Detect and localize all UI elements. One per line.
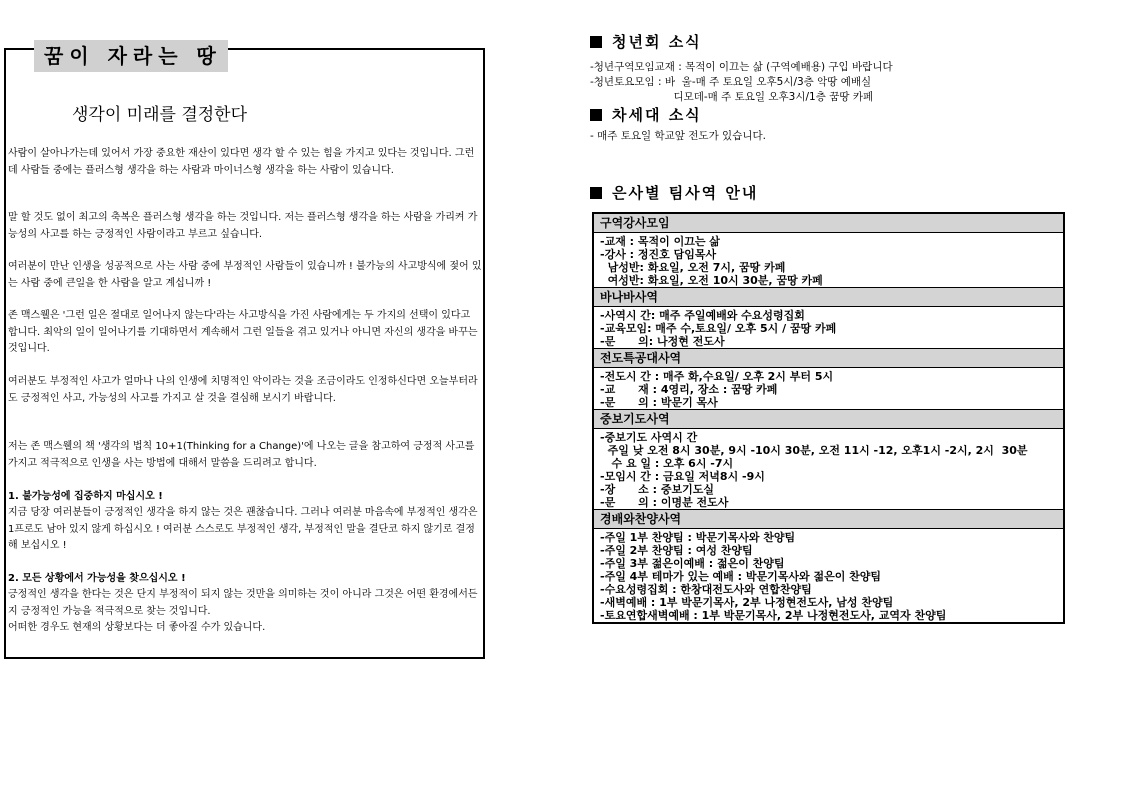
point-2-title: 2. 모든 상황에서 가능성을 찾으십시오 !	[8, 573, 186, 584]
nextgen-heading: 차세대 소식	[590, 105, 702, 125]
section-title: 전도특공대사역	[594, 348, 1063, 367]
section-line: -주일 2부 찬양팀 : 여성 찬양팀	[600, 544, 753, 557]
section-line: -문 의: 나정현 전도사	[600, 335, 725, 348]
section-body	[594, 528, 1063, 622]
section-line: -사역시 간: 매주 주일예배와 수요성령집회	[600, 309, 805, 322]
paragraph-5: 여러분도 부정적인 사고가 얼마나 나의 인생에 치명적인 악이라는 것을 조금이라도 인정하신다면 오늘부터라도 긍정적인 사고, 가능성의 사고를 가지고 살 것을 결심해 보시기 바랍니다.	[8, 376, 478, 404]
paragraph-4: 존 맥스웰은 '그런 일은 절대로 일어나지 않는다'라는 사고방식을 가진 사람에게는 두 가지의 선택이 있다고 합니다. 최악의 일이 일어나기를 기대하면서 계속해서 그런 일들을 겪고 있거나 아니면 자신의 생각을 바꾸는 것입니다.	[8, 310, 478, 354]
section-line: -새벽예배 : 1부 박문기목사, 2부 나정현전도사, 남성 찬양팀	[600, 596, 894, 609]
nextgen-line-1: - 매주 토요일 학교앞 전도가 있습니다.	[590, 130, 766, 142]
section-body	[594, 428, 1063, 509]
section-title: 구역강사모임	[594, 214, 1063, 232]
square-bullet-icon	[590, 109, 602, 121]
section-line: -주일 3부 젊은이예배 : 젊은이 찬양팀	[600, 557, 785, 570]
section-line: -문 의 : 이명분 전도사	[600, 496, 729, 509]
section-line: -수요성령집회 : 한창대전도사와 연합찬양팀	[600, 583, 812, 596]
point-1-title: 1. 불가능성에 집중하지 마십시오 !	[8, 491, 163, 502]
article-subtitle: 생각이 미래를 결정한다	[72, 105, 248, 125]
paragraph-3: 여러분이 만난 인생을 성공적으로 사는 사람 중에 부정적인 사람들이 있습니까 ! 불가능의 사고방식에 젖어 있는 사람 중에 큰일을 한 사람을 알고 계십니까 !	[8, 261, 482, 289]
youth-line-1: -청년구역모임교재 : 목적이 이끄는 삶 (구역예배용) 구입 바랍니다	[590, 61, 893, 73]
section-title: 바나바사역	[594, 287, 1063, 306]
section-line: 남성반: 화요일, 오전 7시, 꿈땅 카페	[600, 261, 786, 274]
section-line: -전도시 간 : 매주 화,수요일/ 오후 2시 부터 5시	[600, 370, 834, 383]
point-2-body: 긍정적인 생각을 한다는 것은 단지 부정적이 되지 않는 것만을 의미하는 것이 아니라 그것은 어떤 환경에서든지 긍정적인 가능을 적극적으로 찾는 것입니다.	[8, 589, 478, 617]
youth-line-2: -청년토요모임 : 바 울-매 주 토요일 오후5시/3층 악땅 예배실	[590, 76, 872, 88]
section-line: -중보기도 사역시 간	[600, 431, 698, 444]
section-line: -장 소 : 중보기도실	[600, 483, 714, 496]
section-line: 수 요 일 : 오후 6시 -7시	[600, 457, 734, 470]
square-bullet-icon	[590, 36, 602, 48]
section-line: 주일 낮 오전 8시 30분, 9시 -10시 30분, 오전 11시 -12, 오후1시 -2시, 2시 30분	[600, 444, 1028, 457]
section-body	[594, 306, 1063, 348]
team-ministry-table	[592, 212, 1065, 624]
article-title: 꿈이 자라는 땅	[34, 40, 228, 72]
paragraph-6: 저는 존 맥스웰의 책 '생각의 법칙 10+1(Thinking for a Change)'에 나오는 글을 참고하여 긍정적 사고를 가지고 적극적으로 인생을 사는 방법에 대해서 말씀을 드리려고 합니다.	[8, 441, 475, 469]
section-line: -주일 4부 테마가 있는 예배 : 박문기목사와 젊은이 찬양팀	[600, 570, 882, 583]
section-line: -교육모임: 매주 수,토요일/ 오후 5시 / 꿈땅 카페	[600, 322, 837, 335]
section-line: -토요연합새벽예배 : 1부 박문기목사, 2부 나정현전도사, 교역자 찬양팀	[600, 609, 947, 622]
section-line: -교재 : 목적이 이끄는 삶	[600, 235, 720, 248]
point-2-closing: 어떠한 경우도 현재의 상황보다는 더 좋아질 수가 있습니다.	[8, 622, 266, 633]
section-line: -강사 : 정진호 담임목사	[600, 248, 717, 261]
section-line: -모임시 간 : 금요일 저녁8시 -9시	[600, 470, 765, 483]
teams-heading: 은사별 팀사역 안내	[590, 183, 758, 203]
section-body	[594, 367, 1063, 409]
square-bullet-icon	[590, 187, 602, 199]
paragraph-1: 사람이 살아나가는데 있어서 가장 중요한 재산이 있다면 생각 할 수 있는 힘을 가지고 있다는 것입니다. 그런데 사람들 중에는 플러스형 생각을 하는 사람과 마이너스형 생각을 하는 사람이 있습니다.	[8, 148, 475, 176]
section-line: -주일 1부 찬양팀 : 박문기목사와 찬양팀	[600, 531, 796, 544]
youth-heading: 청년회 소식	[590, 32, 702, 52]
section-line: 여성반: 화요일, 오전 10시 30분, 꿈땅 카페	[600, 274, 823, 287]
section-title: 중보기도사역	[594, 409, 1063, 428]
section-line: -문 의 : 박문기 목사	[600, 396, 718, 409]
youth-line-3: 디모데-매 주 토요일 오후3시/1층 꿈땅 카페	[590, 91, 874, 103]
section-body	[594, 232, 1063, 287]
section-title: 경배와찬양사역	[594, 509, 1063, 528]
paragraph-2: 말 할 것도 없이 최고의 축복은 플러스형 생각을 하는 것입니다. 저는 플러스형 생각을 하는 사람을 가리켜 가능성의 사고를 하는 긍정적인 사람이라고 부르고 싶습니다.	[8, 212, 478, 240]
section-line: -교 재 : 4영리, 장소 : 꿈땅 카페	[600, 383, 778, 396]
point-1-body: 지금 당장 여러분들이 긍정적인 생각을 하지 않는 것은 괜찮습니다. 그러나 여러분 마음속에 부정적인 생각은 1프로도 남아 있지 않게 하십시오 ! 여러분 스스로도 부정적인 생각, 부정적인 말을 결단코 하지 않기로 결정해 보십시오 !	[8, 507, 478, 551]
